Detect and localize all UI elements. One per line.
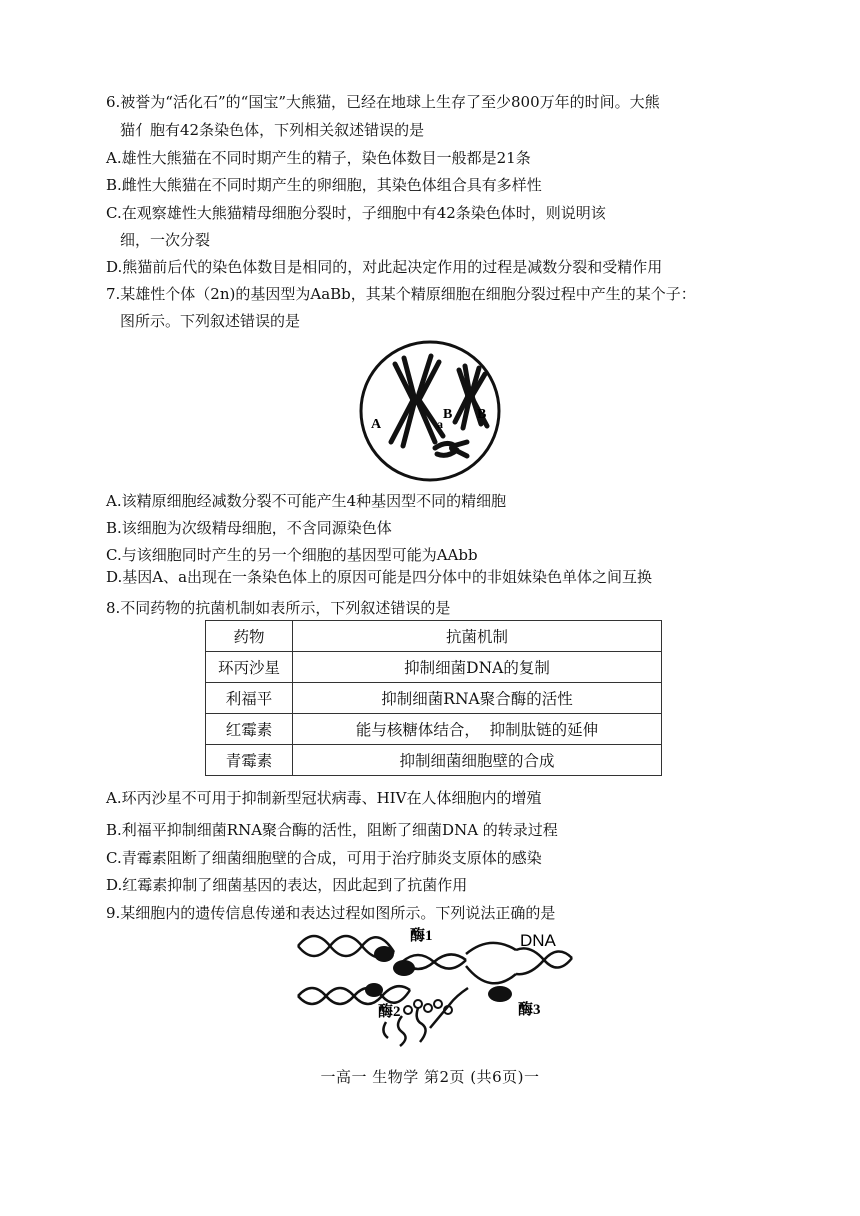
q6-option-c-line1: C.在观察雄性大熊猫精母细胞分裂时，子细胞中有42条染色体时，则说明该 — [106, 204, 606, 222]
q7-option-a: A.该精原细胞经减数分裂不可能产生4种基因型不同的精细胞 — [106, 492, 507, 510]
label-enzyme-2: 酶2 — [378, 1004, 401, 1020]
antibiotic-table — [205, 620, 662, 776]
label-enzyme-3: 酶3 — [518, 1002, 541, 1018]
q6-option-a: A.雄性大熊猫在不同时期产生的精子，染色体数目一般都是21条 — [106, 149, 531, 167]
table-row — [206, 683, 662, 714]
gene-label-b1: B — [443, 407, 453, 422]
gene-label-A: A — [371, 417, 382, 432]
q7-stem-line1: 7.某雄性个体（2n)的基因型为AaBb，其某个精原细胞在细胞分裂过程中产生的某个子： — [106, 285, 696, 303]
q6-option-d: D.熊猫前后代的染色体数目是相同的，对此起决定作用的过程是减数分裂和受精作用 — [106, 258, 663, 276]
cell-division-figure — [355, 338, 505, 484]
gene-label-a: a — [437, 417, 443, 431]
table-header-mechanism: 抗菌机制 — [293, 621, 662, 652]
q7-option-d: D.基因A、a出现在一条染色体上的原因可能是四分体中的非姐妹染色单体之间互换 — [106, 568, 653, 586]
q8-option-b: B.利福平抑制细菌RNA聚合酶的活性，阻断了细菌DNA 的转录过程 — [106, 821, 558, 839]
gene-label-b2: B — [477, 407, 487, 422]
label-dna: DNA — [520, 931, 556, 950]
q7-stem-line2: 图所示。下列叙述错误的是 — [120, 312, 301, 330]
table-row — [206, 714, 662, 745]
table-cell-mechanism: 能与核糖体结合， 抑制肽链的延伸 — [293, 714, 662, 745]
page-footer: 一高一 生物学 第2页 (共6页)一 — [320, 1068, 540, 1086]
enzyme-2-blob — [365, 983, 383, 997]
table-cell-drug: 红霉素 — [206, 714, 293, 745]
chromosome-aa — [391, 356, 443, 446]
q6-option-b: B.雌性大熊猫在不同时期产生的卵细胞，其染色体组合具有多样性 — [106, 176, 542, 194]
gene-expression-figure — [290, 924, 575, 1054]
q6-stem-line2: 猫亻胞有42条染色体，下列相关叙述错误的是 — [120, 121, 425, 139]
q7-option-c: C.与该细胞同时产生的另一个细胞的基因型可能为AAbb — [106, 546, 478, 564]
q8-option-c: C.青霉素阻断了细菌细胞壁的合成，可用于治疗肺炎支原体的感染 — [106, 849, 542, 867]
table-cell-mechanism: 抑制细菌DNA的复制 — [293, 652, 662, 683]
q6-option-c-line2: 细，一次分裂 — [120, 231, 211, 249]
q8-option-a: A.环丙沙星不可用于抑制新型冠状病毒、HIV在人体细胞内的增殖 — [106, 789, 542, 807]
q7-option-b: B.该细胞为次级精母细胞，不含同源染色体 — [106, 519, 392, 537]
ribosomes — [404, 1000, 452, 1014]
dna-strands — [298, 936, 572, 1046]
label-enzyme-1: 酶1 — [410, 928, 433, 944]
table-header-drug: 药物 — [206, 621, 293, 652]
table-row — [206, 745, 662, 776]
table-cell-mechanism: 抑制细菌细胞壁的合成 — [293, 745, 662, 776]
enzyme-3-blob — [488, 986, 512, 1002]
q6-stem-line1: 6.被誉为“活化石”的“国宝”大熊猫，已经在地球上生存了至少800万年的时间。大熊 — [106, 93, 660, 111]
small-chromosome — [435, 442, 467, 456]
table-cell-drug: 青霉素 — [206, 745, 293, 776]
enzyme-1-blob — [374, 946, 394, 962]
q9-stem: 9.某细胞内的遗传信息传递和表达过程如图所示。下列说法正确的是 — [106, 904, 556, 922]
table-cell-drug: 利福平 — [206, 683, 293, 714]
table-header-row — [206, 621, 662, 652]
q8-option-d: D.红霉素抑制了细菌基因的表达，因此起到了抗菌作用 — [106, 876, 468, 894]
table-cell-drug: 环丙沙星 — [206, 652, 293, 683]
q8-stem: 8.不同药物的抗菌机制如表所示，下列叙述错误的是 — [106, 599, 451, 617]
table-cell-mechanism: 抑制细菌RNA聚合酶的活性 — [293, 683, 662, 714]
table-row — [206, 652, 662, 683]
enzyme-1-blob-2 — [393, 960, 415, 976]
